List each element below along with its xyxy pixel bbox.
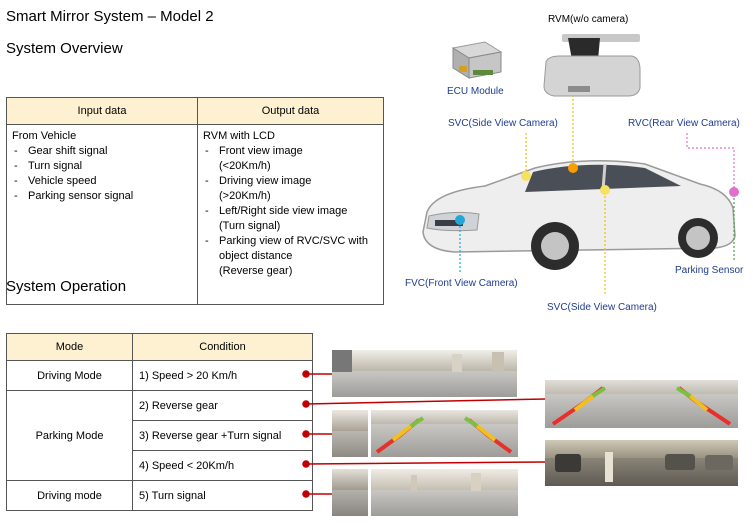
condition-cell: 2) Reverse gear (133, 391, 313, 421)
output-item: - Left/Right side view image (203, 204, 378, 219)
ecu-label: ECU Module (447, 86, 504, 97)
input-item: - Vehicle speed (12, 174, 192, 189)
fvc-label: FVC(Front View Camera) (405, 278, 518, 289)
page-title: Smart Mirror System – Model 2 (6, 8, 214, 25)
mode-cell: Driving mode (7, 481, 133, 511)
input-intro: From Vehicle (12, 130, 77, 142)
system-overview-heading: System Overview (6, 40, 123, 57)
rvc-label: RVC(Rear View Camera) (628, 118, 740, 129)
input-item: - Turn signal (12, 159, 192, 174)
output-item: - Parking view of RVC/SVC with (203, 234, 378, 249)
output-item-detail: (Turn signal) (219, 220, 281, 232)
rvm-label: RVM(w/o camera) (548, 14, 629, 25)
system-operation-heading: System Operation (6, 278, 127, 295)
output-item-detail: (<20Km/h) (219, 160, 271, 172)
output-data-header: Output data (198, 98, 384, 125)
output-item-detail: (>20Km/h) (219, 190, 271, 202)
output-item-detail: object distance (219, 250, 293, 262)
rvc-marker (729, 187, 739, 197)
output-item: - Driving view image (203, 174, 378, 189)
rvc-callout-line (687, 133, 734, 190)
condition-header: Condition (133, 334, 313, 361)
condition-cell: 3) Reverse gear +Turn signal (133, 421, 313, 451)
svc-top-label: SVC(Side View Camera) (448, 118, 558, 129)
rvm-marker (568, 163, 578, 173)
svc-top-marker (521, 171, 531, 181)
input-data-header: Input data (7, 98, 198, 125)
condition-cell: 5) Turn signal (133, 481, 313, 511)
output-item: - Front view image (203, 144, 378, 159)
mode-cell: Parking Mode (7, 391, 133, 481)
condition-cell: 4) Speed < 20Km/h (133, 451, 313, 481)
output-item-detail: (Reverse gear) (219, 265, 293, 277)
svc-bottom-marker (600, 185, 610, 195)
mode-header: Mode (7, 334, 133, 361)
output-intro: RVM with LCD (203, 130, 275, 142)
condition-cell: 1) Speed > 20 Km/h (133, 361, 313, 391)
parking-sensor-label: Parking Sensor (675, 265, 744, 276)
input-item: - Parking sensor signal (12, 189, 192, 204)
input-item: - Gear shift signal (12, 144, 192, 159)
fvc-marker (455, 215, 465, 225)
svc-bottom-label: SVC(Side View Camera) (547, 302, 657, 313)
mode-cell: Driving Mode (7, 361, 133, 391)
